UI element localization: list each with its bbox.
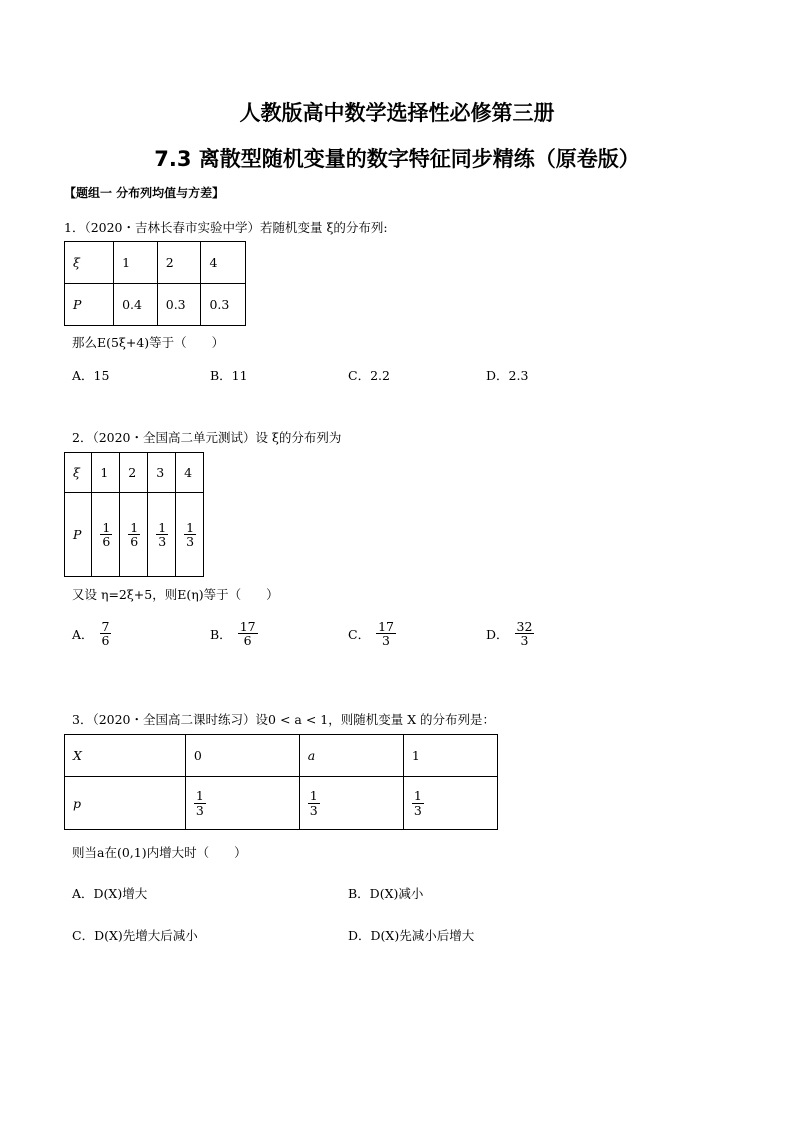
option-label: A． [72, 626, 94, 642]
fraction-numerator: 17 [378, 619, 394, 634]
table-cell: 4 [201, 242, 246, 284]
q2-option-a [72, 620, 111, 647]
table-cell [120, 493, 148, 577]
q1-table-row-probabilities [65, 284, 246, 326]
table-cell: P [65, 493, 92, 577]
fraction-denominator: 6 [130, 534, 139, 549]
fraction-numerator: 1 [158, 519, 167, 535]
table-cell: 1 [403, 735, 497, 777]
q3-option-d: D．D(X)先减小后增大 [348, 928, 475, 943]
q1-ask: 那么E(5ξ+4)等于（ ） [72, 335, 225, 350]
table-cell: ξ [65, 242, 114, 284]
fraction [100, 620, 112, 647]
fraction-denominator: 3 [413, 802, 422, 818]
group-heading: 【题组一 分布列均值与方差】 [64, 186, 225, 200]
table-cell: a [299, 735, 403, 777]
table-cell: 0 [185, 735, 299, 777]
q3-option-a: A．D(X)增大 [72, 886, 148, 901]
fraction-numerator: 17 [239, 619, 256, 634]
table-cell [92, 493, 120, 577]
q2-option-d [486, 620, 534, 647]
fraction-numerator: 7 [101, 619, 110, 634]
q3-distribution-table [64, 734, 498, 830]
fraction [100, 521, 112, 548]
fraction [128, 521, 140, 548]
q1-distribution-table [64, 241, 246, 326]
table-cell: P [65, 284, 114, 326]
fraction-numerator: 1 [413, 788, 422, 804]
fraction-denominator: 3 [195, 802, 204, 818]
fraction [156, 521, 168, 548]
fraction-numerator: 1 [102, 519, 111, 535]
table-cell: 0.3 [201, 284, 246, 326]
q3-option-b: B．D(X)减小 [348, 886, 424, 901]
table-cell [403, 777, 497, 830]
q3-table-row-probabilities [65, 777, 498, 830]
q2-stem: 2．（2020・全国高二单元测试）设 ξ的分布列为 [72, 430, 342, 445]
q2-option-c [348, 620, 396, 647]
document-title: 人教版高中数学选择性必修第三册 [239, 101, 555, 125]
fraction-denominator: 3 [382, 633, 390, 649]
table-cell: p [65, 777, 186, 830]
table-cell [148, 493, 176, 577]
fraction [238, 620, 258, 647]
table-cell: 2 [157, 242, 201, 284]
fraction [308, 789, 320, 816]
table-cell: 1 [114, 242, 158, 284]
fraction-numerator: 1 [130, 519, 139, 535]
fraction-denominator: 3 [158, 534, 167, 549]
fraction [412, 789, 424, 816]
table-cell [185, 777, 299, 830]
fraction-numerator: 1 [186, 519, 195, 535]
fraction-numerator: 32 [516, 619, 533, 634]
q1-option-a: A．15 [72, 368, 110, 383]
table-cell: 4 [176, 453, 204, 493]
fraction-denominator: 6 [101, 633, 110, 649]
fraction-denominator: 3 [520, 633, 529, 649]
table-cell: 3 [148, 453, 176, 493]
table-cell: ξ [65, 453, 92, 493]
option-label: D． [486, 626, 509, 642]
q1-stem: 1．（2020・吉林长春市实验中学）若随机变量 ξ的分布列: [64, 220, 388, 235]
q2-table-row-values [65, 453, 204, 493]
q3-table-row-values [65, 735, 498, 777]
fraction [376, 620, 396, 647]
q2-table-row-probabilities [65, 493, 204, 577]
q2-ask: 又设 η=2ξ+5，则E(η)等于（ ） [72, 587, 279, 602]
q3-option-c: C．D(X)先增大后减小 [72, 928, 198, 943]
document-subtitle: 7.3 离散型随机变量的数字特征同步精练（原卷版） [154, 147, 640, 171]
q1-option-d: D．2.3 [486, 368, 529, 383]
q3-stem: 3．（2020・全国高二课时练习）设0 < a < 1，则随机变量 X 的分布列是： [72, 712, 496, 727]
option-label: C． [348, 626, 371, 642]
q3-ask: 则当a在(0,1)内增大时（ ） [72, 845, 247, 860]
fraction [184, 521, 196, 548]
q1-option-b: B．11 [210, 368, 248, 383]
fraction-denominator: 3 [309, 802, 318, 818]
q2-option-b [210, 620, 258, 647]
fraction-denominator: 3 [186, 534, 195, 549]
fraction-numerator: 1 [195, 788, 204, 804]
fraction-numerator: 1 [309, 788, 318, 804]
fraction-denominator: 6 [243, 633, 252, 649]
q1-option-c: C．2.2 [348, 368, 390, 383]
table-cell [299, 777, 403, 830]
table-cell: 1 [92, 453, 120, 493]
table-cell [176, 493, 204, 577]
q2-distribution-table [64, 452, 204, 577]
table-cell: 0.4 [114, 284, 158, 326]
fraction-denominator: 6 [102, 534, 111, 549]
table-cell: 2 [120, 453, 148, 493]
fraction [515, 620, 535, 647]
q1-table-row-values [65, 242, 246, 284]
fraction [194, 789, 206, 816]
table-cell: X [65, 735, 186, 777]
option-label: B． [210, 626, 232, 642]
table-cell: 0.3 [157, 284, 201, 326]
